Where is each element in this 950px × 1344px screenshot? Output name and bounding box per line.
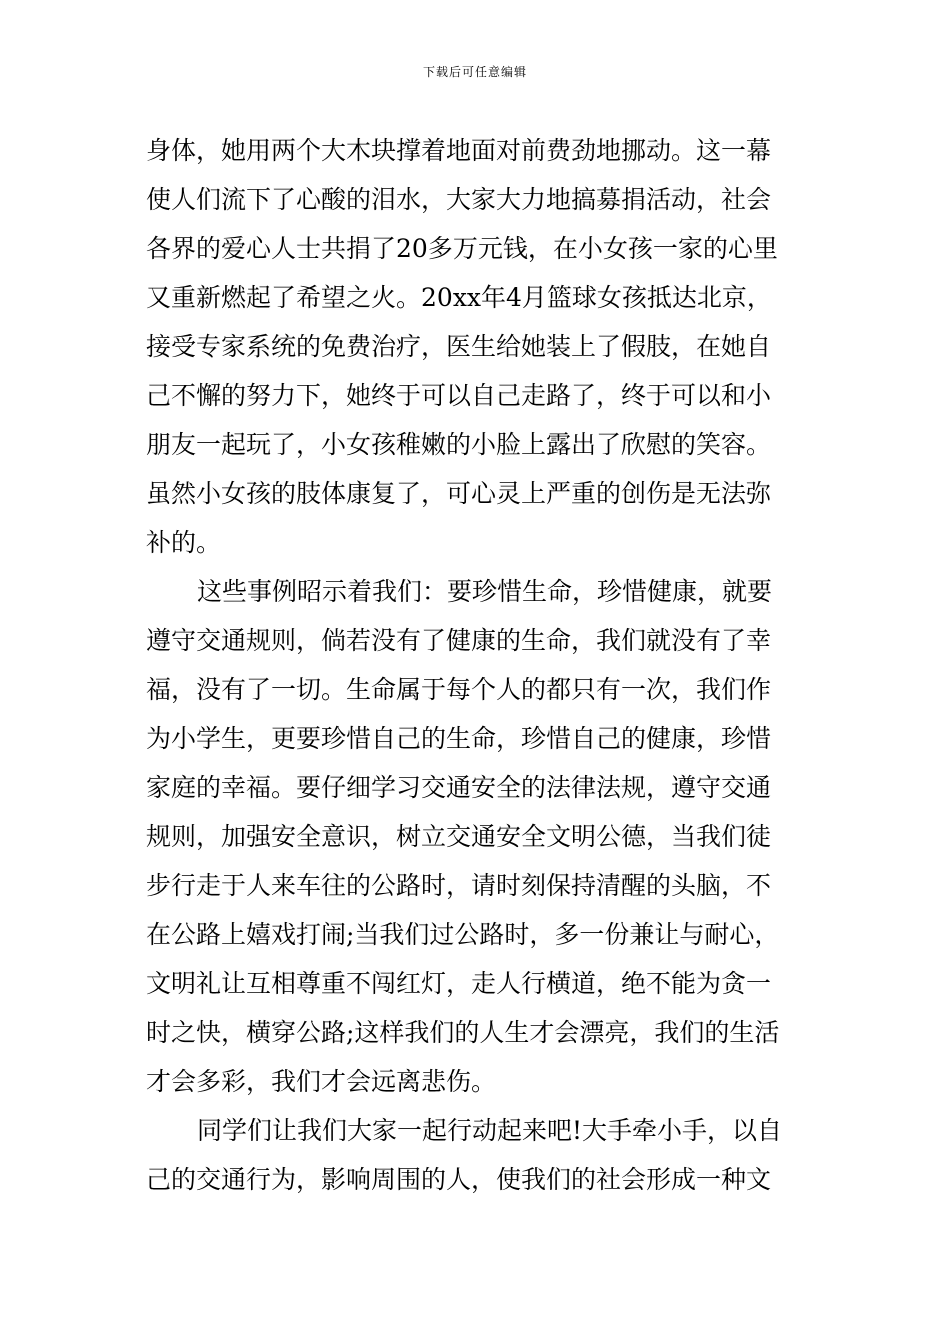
text-line: 家庭的幸福。要仔细学习交通安全的法律法规，遵守交通 xyxy=(146,773,772,802)
text-line: 步行走于人来车往的公路时，请时刻保持清醒的头脑，不 xyxy=(146,871,772,900)
text-line: 规则，加强安全意识，树立交通安全文明公德，当我们徒 xyxy=(146,822,772,851)
text-line: 遵守交通规则，倘若没有了健康的生命，我们就没有了幸 xyxy=(146,626,772,655)
document-body xyxy=(146,126,808,1204)
text-line: 虽然小女孩的肢体康复了，可心灵上严重的创伤是无法弥 xyxy=(146,479,772,508)
text-line: 时之快，横穿公路;这样我们的人生才会漂亮，我们的生活 xyxy=(146,1018,780,1047)
text-line: 文明礼让互相尊重不闯红灯，走人行横道，绝不能为贪一 xyxy=(146,969,772,998)
text-line: 接受专家系统的免费治疗，医生给她装上了假肢，在她自 xyxy=(146,332,772,361)
paragraph-first-line: 这些事例昭示着我们：要珍惜生命，珍惜健康，就要 xyxy=(197,577,773,606)
header-note: 下载后可任意编辑 xyxy=(422,65,527,79)
text-line: 福，没有了一切。生命属于每个人的都只有一次，我们作 xyxy=(146,675,772,704)
text-line: 才会多彩，我们才会远离悲伤。 xyxy=(146,1067,497,1096)
text-line: 己的交通行为，影响周围的人，使我们的社会形成一种文 xyxy=(146,1165,772,1194)
text-line: 在公路上嬉戏打闹;当我们过公路时，多一份兼让与耐心， xyxy=(146,920,780,949)
text-line: 朋友一起玩了，小女孩稚嫩的小脸上露出了欣慰的笑容。 xyxy=(146,430,772,459)
text-line: 为小学生，更要珍惜自己的生命，珍惜自己的健康，珍惜 xyxy=(146,724,772,753)
paragraph-first-line: 同学们让我们大家一起行动起来吧!大手牵小手，以自 xyxy=(197,1116,783,1145)
text-line: 补的。 xyxy=(146,528,222,557)
text-line: 又重新燃起了希望之火。20xx年4月篮球女孩抵达北京， xyxy=(146,283,772,312)
text-line: 己不懈的努力下，她终于可以自己走路了，终于可以和小 xyxy=(146,381,772,410)
text-line: 使人们流下了心酸的泪水，大家大力地搞募捐活动，社会 xyxy=(146,185,772,214)
text-line: 各界的爱心人士共捐了20多万元钱，在小女孩一家的心里 xyxy=(146,234,778,263)
text-line: 身体，她用两个大木块撑着地面对前费劲地挪动。这一幕 xyxy=(146,136,772,165)
